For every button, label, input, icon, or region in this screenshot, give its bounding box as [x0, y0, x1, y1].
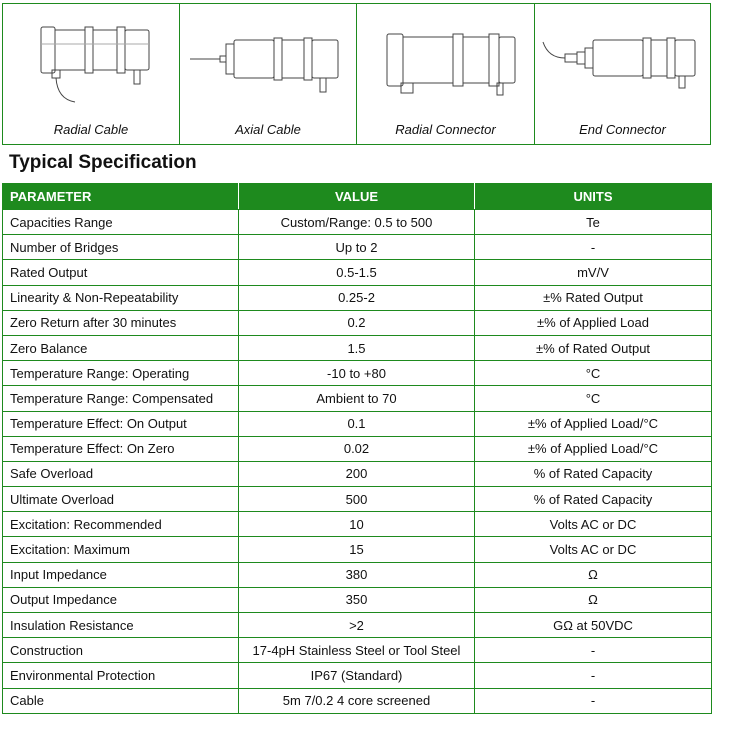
- header-parameter: PARAMETER: [3, 184, 239, 210]
- units-cell: Ω: [475, 587, 712, 612]
- units-cell: -: [475, 638, 712, 663]
- table-header-row: [3, 184, 712, 210]
- variant-radial-cable: [3, 4, 180, 144]
- table-row: [3, 537, 712, 562]
- units-cell: -: [475, 663, 712, 688]
- variant-radial-connector: [357, 4, 535, 144]
- value-cell: 0.02: [239, 436, 475, 461]
- table-row: [3, 260, 712, 285]
- units-cell: GΩ at 50VDC: [475, 613, 712, 638]
- parameter-cell: Cable: [3, 688, 239, 713]
- units-cell: ±% of Rated Output: [475, 335, 712, 360]
- value-cell: 15: [239, 537, 475, 562]
- value-cell: 200: [239, 461, 475, 486]
- table-row: [3, 411, 712, 436]
- parameter-cell: Temperature Range: Operating: [3, 361, 239, 386]
- table-row: [3, 210, 712, 235]
- value-cell: 500: [239, 487, 475, 512]
- units-cell: ±% of Applied Load/°C: [475, 436, 712, 461]
- variant-caption: Radial Connector: [395, 122, 496, 137]
- value-cell: 1.5: [239, 335, 475, 360]
- section-title: Typical Specification: [9, 152, 197, 173]
- variant-axial-cable: [180, 4, 357, 144]
- table-row: [3, 361, 712, 386]
- parameter-cell: Number of Bridges: [3, 235, 239, 260]
- table-row: [3, 638, 712, 663]
- table-row: [3, 688, 712, 713]
- value-cell: >2: [239, 613, 475, 638]
- header-value: VALUE: [239, 184, 475, 210]
- value-cell: 0.2: [239, 310, 475, 335]
- variant-caption: End Connector: [579, 122, 666, 137]
- units-cell: °C: [475, 386, 712, 411]
- units-cell: Volts AC or DC: [475, 537, 712, 562]
- units-cell: Volts AC or DC: [475, 512, 712, 537]
- parameter-cell: Temperature Effect: On Zero: [3, 436, 239, 461]
- parameter-cell: Zero Balance: [3, 335, 239, 360]
- table-row: [3, 613, 712, 638]
- table-row: [3, 285, 712, 310]
- header-units: UNITS: [475, 184, 712, 210]
- parameter-cell: Environmental Protection: [3, 663, 239, 688]
- parameter-cell: Input Impedance: [3, 562, 239, 587]
- units-cell: mV/V: [475, 260, 712, 285]
- value-cell: 0.5-1.5: [239, 260, 475, 285]
- variant-caption: Radial Cable: [53, 122, 129, 137]
- parameter-cell: Temperature Effect: On Output: [3, 411, 239, 436]
- parameter-cell: Linearity & Non-Repeatability: [3, 285, 239, 310]
- variant-caption: Axial Cable: [235, 122, 301, 137]
- table-row: [3, 562, 712, 587]
- units-cell: Te: [475, 210, 712, 235]
- spec-table-body: [3, 210, 712, 714]
- radial-cable-drawing: [3, 4, 180, 119]
- units-cell: % of Rated Capacity: [475, 487, 712, 512]
- units-cell: % of Rated Capacity: [475, 461, 712, 486]
- value-cell: 5m 7/0.2 4 core screened: [239, 688, 475, 713]
- units-cell: ±% of Applied Load/°C: [475, 411, 712, 436]
- parameter-cell: Safe Overload: [3, 461, 239, 486]
- axial-cable-drawing: [180, 4, 357, 119]
- table-row: [3, 235, 712, 260]
- parameter-cell: Zero Return after 30 minutes: [3, 310, 239, 335]
- parameter-cell: Capacities Range: [3, 210, 239, 235]
- table-row: [3, 587, 712, 612]
- variant-strip: [2, 3, 711, 145]
- value-cell: 10: [239, 512, 475, 537]
- value-cell: 0.1: [239, 411, 475, 436]
- value-cell: IP67 (Standard): [239, 663, 475, 688]
- value-cell: Custom/Range: 0.5 to 500: [239, 210, 475, 235]
- parameter-cell: Temperature Range: Compensated: [3, 386, 239, 411]
- parameter-cell: Rated Output: [3, 260, 239, 285]
- parameter-cell: Ultimate Overload: [3, 487, 239, 512]
- parameter-cell: Excitation: Maximum: [3, 537, 239, 562]
- value-cell: 380: [239, 562, 475, 587]
- table-row: [3, 386, 712, 411]
- spec-table: [2, 183, 712, 714]
- value-cell: Up to 2: [239, 235, 475, 260]
- units-cell: °C: [475, 361, 712, 386]
- end-connector-drawing: [535, 4, 710, 119]
- parameter-cell: Construction: [3, 638, 239, 663]
- table-row: [3, 487, 712, 512]
- variant-end-connector: [535, 4, 710, 144]
- value-cell: Ambient to 70: [239, 386, 475, 411]
- radial-connector-drawing: [357, 4, 535, 119]
- parameter-cell: Excitation: Recommended: [3, 512, 239, 537]
- table-row: [3, 461, 712, 486]
- table-row: [3, 663, 712, 688]
- units-cell: Ω: [475, 562, 712, 587]
- table-row: [3, 335, 712, 360]
- value-cell: 0.25-2: [239, 285, 475, 310]
- units-cell: -: [475, 235, 712, 260]
- parameter-cell: Insulation Resistance: [3, 613, 239, 638]
- units-cell: ±% Rated Output: [475, 285, 712, 310]
- value-cell: -10 to +80: [239, 361, 475, 386]
- table-row: [3, 310, 712, 335]
- table-row: [3, 436, 712, 461]
- table-row: [3, 512, 712, 537]
- units-cell: ±% of Applied Load: [475, 310, 712, 335]
- value-cell: 17-4pH Stainless Steel or Tool Steel: [239, 638, 475, 663]
- parameter-cell: Output Impedance: [3, 587, 239, 612]
- units-cell: -: [475, 688, 712, 713]
- value-cell: 350: [239, 587, 475, 612]
